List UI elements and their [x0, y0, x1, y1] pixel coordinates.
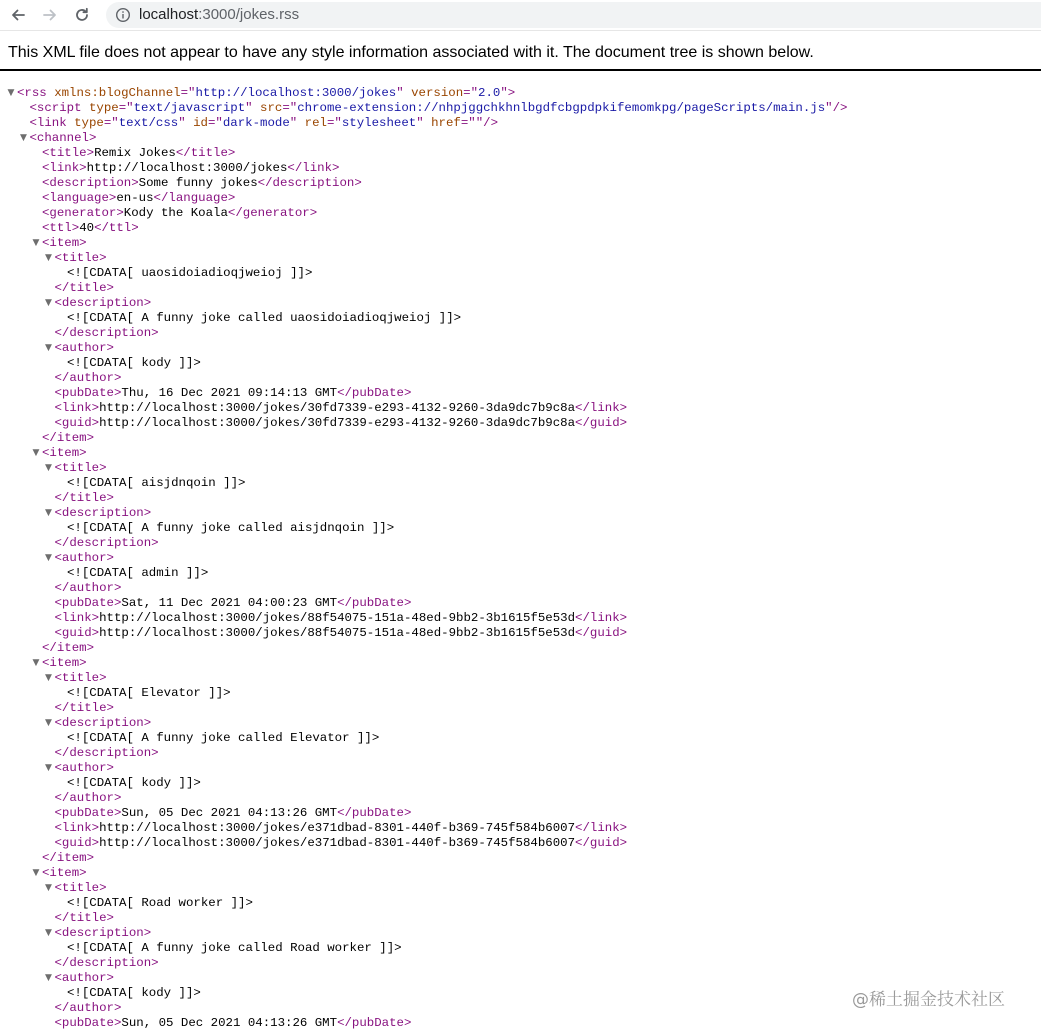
xml-node [42, 221, 139, 236]
xml-node [67, 776, 201, 791]
url-text[interactable] [139, 6, 299, 23]
xml-text: http://localhost:3000/jokes/30fd7339-e293-4132-9260-3da9dc7b9c8a [99, 416, 576, 430]
xml-text: Sat, 11 Dec 2021 04:00:23 GMT [121, 596, 338, 610]
collapse-triangle-icon[interactable]: ▼ [45, 883, 52, 893]
xml-line [0, 491, 1041, 506]
xml-text: Sun, 05 Dec 2021 04:13:26 GMT [121, 806, 338, 820]
collapse-triangle-icon[interactable]: ▼ [32, 238, 40, 248]
xml-text: <![CDATA[ Road worker ]]> [67, 896, 253, 910]
xml-tag: <link> [42, 161, 87, 175]
xml-text: 40 [79, 221, 95, 235]
xml-attr-name: xmlns:blogChannel [54, 86, 181, 100]
xml-node [55, 836, 628, 851]
xml-node [67, 986, 201, 1001]
xml-attr-name: href [431, 116, 461, 130]
xml-node [42, 161, 339, 176]
xml-tag: <item> [42, 236, 87, 250]
xml-node [42, 191, 235, 206]
xml-line [0, 686, 1041, 701]
xml-tag: <ttl> [42, 221, 80, 235]
xml-node [55, 581, 122, 596]
xml-line [0, 296, 1041, 311]
xml-tag: <link> [54, 611, 100, 625]
collapse-triangle-icon[interactable]: ▼ [45, 673, 52, 683]
xml-attr-name: type [89, 101, 119, 115]
xml-tag: =" [326, 116, 342, 130]
xml-node [55, 716, 152, 731]
xml-tag: =" [208, 116, 223, 130]
xml-line [0, 806, 1041, 821]
xml-text: <![CDATA[ kody ]]> [67, 356, 201, 370]
xml-node [42, 206, 317, 221]
xml-tag: <link> [54, 821, 100, 835]
xml-text: Some funny jokes [138, 176, 258, 190]
xml-tag: <title> [42, 146, 95, 160]
xml-tag: </guid> [575, 416, 628, 430]
xml-tag: <title> [54, 461, 107, 475]
xml-attr-value: text/javascript [133, 101, 246, 115]
xml-tag: "/> [825, 101, 848, 115]
xml-tag: <channel> [29, 131, 97, 145]
xml-tag: <title> [54, 251, 107, 265]
xml-tag: </item> [42, 851, 95, 865]
xml-node [42, 431, 94, 446]
xml-tag: </link> [575, 821, 628, 835]
xml-node [55, 791, 122, 806]
xml-text: <![CDATA[ kody ]]> [67, 986, 201, 1000]
xml-line [0, 881, 1041, 896]
xml-tag: </pubDate> [337, 1016, 412, 1030]
xml-text: <![CDATA[ aisjdnqoin ]]> [67, 476, 246, 490]
xml-node [67, 566, 208, 581]
xml-node [55, 881, 107, 896]
xml-node [55, 701, 115, 716]
xml-node [55, 296, 152, 311]
xml-line [0, 866, 1041, 881]
xml-tag: <script [29, 101, 89, 115]
xml-tag: <pubDate> [54, 806, 122, 820]
xml-tag: =" [282, 101, 298, 115]
xml-tag: <author> [54, 551, 114, 565]
xml-line [0, 791, 1041, 806]
xml-node [55, 551, 115, 566]
xml-tag: <pubDate> [54, 596, 122, 610]
xml-line [0, 506, 1041, 521]
xml-line [0, 401, 1041, 416]
xml-node [42, 641, 94, 656]
xml-line [0, 566, 1041, 581]
xml-tag: <author> [54, 971, 114, 985]
back-button[interactable] [6, 3, 30, 27]
xml-tag: </pubDate> [337, 386, 412, 400]
xml-attr-name: id [193, 116, 208, 130]
collapse-triangle-icon[interactable]: ▼ [32, 448, 40, 458]
xml-node [55, 626, 628, 641]
xml-line [0, 911, 1041, 926]
xml-node [30, 116, 499, 131]
xml-node [55, 611, 628, 626]
xml-line [0, 941, 1041, 956]
browser-toolbar [0, 0, 1041, 31]
xml-line [0, 446, 1041, 461]
xml-node [42, 236, 87, 251]
xml-tag: </description> [54, 956, 159, 970]
xml-node [55, 596, 412, 611]
xml-tag: </title> [54, 911, 114, 925]
xml-text: http://localhost:3000/jokes/88f54075-151a-48ed-9bb2-3b1615f5e53d [99, 626, 576, 640]
xml-tag: </item> [42, 641, 95, 655]
xml-tag: <pubDate> [54, 1016, 122, 1030]
xml-node [42, 176, 362, 191]
xml-tag: </author> [54, 1001, 122, 1015]
xml-tag: <description> [54, 296, 152, 310]
xml-line [0, 101, 1041, 116]
collapse-triangle-icon[interactable]: ▼ [45, 718, 52, 728]
watermark: @稀土掘金技术社区 [852, 990, 1005, 1010]
xml-tag: </title> [175, 146, 236, 160]
xml-node [42, 866, 87, 881]
xml-node [55, 401, 628, 416]
xml-node [55, 371, 122, 386]
xml-node [67, 731, 379, 746]
xml-line [0, 251, 1041, 266]
xml-tag: </author> [54, 371, 122, 385]
xml-tag: =" [118, 101, 134, 115]
xml-tag: </author> [54, 581, 122, 595]
xml-attr-value: 2.0 [478, 86, 501, 100]
xml-tag: <item> [42, 446, 87, 460]
collapse-triangle-icon[interactable]: ▼ [45, 973, 52, 983]
xml-node [55, 281, 115, 296]
xml-tag: </generator> [227, 206, 318, 220]
xml-node [42, 851, 94, 866]
xml-tag: </description> [257, 176, 362, 190]
xml-line [0, 281, 1041, 296]
xml-tag: <description> [54, 506, 152, 520]
notice-divider [0, 69, 1041, 71]
xml-tag: </pubDate> [337, 596, 412, 610]
xml-line [0, 191, 1041, 206]
xml-attr-name: rel [304, 116, 327, 130]
xml-node [17, 86, 515, 101]
xml-tag: " [416, 116, 432, 130]
xml-text: <![CDATA[ A funny joke called Road worker ]]> [67, 941, 402, 955]
xml-node [55, 911, 115, 926]
xml-line [0, 956, 1041, 971]
xml-node [55, 341, 115, 356]
xml-tag: <description> [54, 926, 152, 940]
xml-node [55, 461, 107, 476]
xml-tag: </title> [54, 701, 114, 715]
xml-attr-name: version [411, 86, 464, 100]
collapse-triangle-icon[interactable]: ▼ [45, 343, 52, 353]
xml-tag: </author> [54, 791, 122, 805]
xml-text: <![CDATA[ admin ]]> [67, 566, 209, 580]
xml-tag: <description> [54, 716, 152, 730]
xml-line [0, 851, 1041, 866]
xml-tag: <generator> [42, 206, 124, 220]
xml-tag: <title> [54, 671, 107, 685]
xml-node [67, 521, 394, 536]
xml-node [55, 251, 107, 266]
xml-tag: " [396, 86, 412, 100]
collapse-triangle-icon[interactable]: ▼ [45, 298, 52, 308]
xml-node [55, 1016, 412, 1031]
xml-text: <![CDATA[ A funny joke called Elevator ]]> [67, 731, 380, 745]
xml-tag: <rss [17, 86, 55, 100]
collapse-triangle-icon[interactable]: ▼ [7, 88, 15, 98]
collapse-triangle-icon[interactable]: ▼ [45, 763, 52, 773]
xml-line [0, 326, 1041, 341]
forward-arrow-icon [42, 7, 58, 23]
xml-attr-value: text/css [118, 116, 179, 130]
xml-node [55, 671, 107, 686]
reload-button[interactable] [70, 3, 94, 27]
xml-text: Remix Jokes [94, 146, 176, 160]
xml-text: http://localhost:3000/jokes/30fd7339-e293-4132-9260-3da9dc7b9c8a [99, 401, 576, 415]
xml-line [0, 461, 1041, 476]
xml-tag: " [178, 116, 194, 130]
collapse-triangle-icon[interactable]: ▼ [45, 928, 52, 938]
xml-tag: <link [29, 116, 75, 130]
xml-line [0, 761, 1041, 776]
xml-text: <![CDATA[ Elevator ]]> [67, 686, 231, 700]
xml-line [0, 266, 1041, 281]
xml-node [55, 386, 412, 401]
collapse-triangle-icon[interactable]: ▼ [45, 508, 52, 518]
xml-tag: <guid> [54, 416, 100, 430]
xml-attr-value: chrome-extension://nhpjggchkhnlbgdfcbgpdpkifemomkpg/pageScripts/main.js [297, 101, 826, 115]
xml-line [0, 116, 1041, 131]
xml-node [55, 956, 159, 971]
xml-node [55, 821, 628, 836]
xml-text: http://localhost:3000/jokes [86, 161, 288, 175]
xml-tag: </link> [287, 161, 340, 175]
xml-attr-value: http://localhost:3000/jokes [195, 86, 397, 100]
xml-tag: </guid> [575, 836, 628, 850]
collapse-triangle-icon[interactable]: ▼ [45, 463, 52, 473]
xml-tag: </pubDate> [337, 806, 412, 820]
xml-line [0, 746, 1041, 761]
xml-tag: </link> [575, 401, 628, 415]
xml-tag: </link> [575, 611, 628, 625]
xml-node [67, 476, 245, 491]
collapse-triangle-icon[interactable]: ▼ [45, 253, 52, 263]
xml-tag: </description> [54, 536, 159, 550]
xml-tag: </item> [42, 431, 95, 445]
xml-tag: </language> [153, 191, 236, 205]
forward-button[interactable] [38, 3, 62, 27]
xml-line [0, 551, 1041, 566]
xml-tag: </guid> [575, 626, 628, 640]
xml-text: <![CDATA[ A funny joke called uaosidoiadioqjweioj ]]> [67, 311, 462, 325]
xml-tag: <pubDate> [54, 386, 122, 400]
xml-tag: <item> [42, 656, 87, 670]
collapse-triangle-icon[interactable]: ▼ [32, 868, 40, 878]
xml-tag: <link> [54, 401, 100, 415]
xml-text: en-us [116, 191, 154, 205]
xml-tag: </ttl> [94, 221, 139, 235]
xml-line [0, 896, 1041, 911]
xml-node [55, 1001, 122, 1016]
xml-line [0, 656, 1041, 671]
url-path: :3000/jokes.rss [198, 6, 300, 23]
xml-tag: <title> [54, 881, 107, 895]
xml-tag: =" [180, 86, 196, 100]
xml-attr-name: type [74, 116, 104, 130]
xml-node [67, 266, 312, 281]
xml-node [55, 746, 159, 761]
xml-line [0, 701, 1041, 716]
xml-tag: <guid> [54, 626, 100, 640]
xml-node [67, 896, 253, 911]
xml-line [0, 926, 1041, 941]
info-icon[interactable] [115, 7, 131, 23]
xml-tag: " [289, 116, 305, 130]
xml-line [0, 596, 1041, 611]
xml-node [42, 656, 87, 671]
xml-tag: =" [103, 116, 119, 130]
xml-line [0, 671, 1041, 686]
xml-node [55, 926, 152, 941]
collapse-triangle-icon[interactable]: ▼ [20, 133, 27, 143]
xml-line [0, 581, 1041, 596]
xml-line [0, 1016, 1041, 1031]
xml-node [30, 101, 848, 116]
xml-line [0, 536, 1041, 551]
xml-text: <![CDATA[ kody ]]> [67, 776, 201, 790]
xml-line [0, 176, 1041, 191]
xml-attr-name: src [260, 101, 283, 115]
xml-node [67, 686, 231, 701]
xml-line [0, 431, 1041, 446]
xml-node [67, 941, 402, 956]
xml-node [55, 536, 159, 551]
xml-node [55, 326, 159, 341]
xml-line [0, 386, 1041, 401]
xml-attr-value: dark-mode [222, 116, 290, 130]
xml-line [0, 716, 1041, 731]
xml-text: Thu, 16 Dec 2021 09:14:13 GMT [121, 386, 338, 400]
xml-text: http://localhost:3000/jokes/e371dbad-8301-440f-b369-745f584b6007 [99, 821, 576, 835]
xml-tag: <author> [54, 761, 114, 775]
xml-node [55, 506, 152, 521]
xml-text: http://localhost:3000/jokes/88f54075-151a-48ed-9bb2-3b1615f5e53d [99, 611, 576, 625]
xml-line [0, 146, 1041, 161]
xml-tag: <guid> [54, 836, 100, 850]
xml-text: Sun, 05 Dec 2021 04:13:26 GMT [121, 1016, 338, 1030]
xml-line [0, 131, 1041, 146]
xml-line [0, 311, 1041, 326]
reload-icon [74, 7, 90, 23]
xml-node [55, 971, 115, 986]
xml-text: http://localhost:3000/jokes/e371dbad-8301-440f-b369-745f584b6007 [99, 836, 576, 850]
xml-tag: </description> [54, 746, 159, 760]
xml-node [67, 356, 201, 371]
xml-line [0, 221, 1041, 236]
xml-line [0, 731, 1041, 746]
xml-style-notice: This XML file does not appear to have any style information associated with it. The document tree is shown below. [8, 44, 814, 61]
xml-tag: </description> [54, 326, 159, 340]
xml-line [0, 776, 1041, 791]
xml-line [0, 86, 1041, 101]
xml-node [67, 311, 461, 326]
xml-node [55, 806, 412, 821]
xml-text: <![CDATA[ uaosidoiadioqjweioj ]]> [67, 266, 313, 280]
xml-tag: <item> [42, 866, 87, 880]
xml-line [0, 836, 1041, 851]
xml-line [0, 416, 1041, 431]
xml-line [0, 821, 1041, 836]
xml-line [0, 161, 1041, 176]
xml-tag: <author> [54, 341, 114, 355]
xml-line [0, 236, 1041, 251]
xml-node [55, 416, 628, 431]
xml-document-tree [0, 86, 1041, 1031]
xml-node [42, 146, 235, 161]
xml-line [0, 341, 1041, 356]
xml-tag: =" [463, 86, 479, 100]
address-bar[interactable] [106, 2, 1041, 28]
xml-node [42, 446, 87, 461]
xml-node [30, 131, 97, 146]
xml-tag: </title> [54, 491, 114, 505]
xml-tag: <description> [42, 176, 139, 190]
xml-line [0, 521, 1041, 536]
xml-tag: </title> [54, 281, 114, 295]
xml-attr-value: stylesheet [341, 116, 417, 130]
xml-tag: " [245, 101, 261, 115]
xml-line [0, 371, 1041, 386]
xml-line [0, 971, 1041, 986]
xml-text: <![CDATA[ A funny joke called aisjdnqoin ]]> [67, 521, 395, 535]
xml-line [0, 356, 1041, 371]
xml-text: Kody the Koala [123, 206, 228, 220]
xml-tag: "> [500, 86, 516, 100]
xml-line [0, 611, 1041, 626]
url-host: localhost [139, 6, 199, 23]
collapse-triangle-icon[interactable]: ▼ [45, 553, 52, 563]
xml-tag: <language> [42, 191, 117, 205]
xml-node [55, 491, 115, 506]
xml-line [0, 206, 1041, 221]
xml-line [0, 476, 1041, 491]
xml-tag: =""/> [460, 116, 499, 130]
xml-line [0, 626, 1041, 641]
back-arrow-icon [10, 7, 26, 23]
xml-node [55, 761, 115, 776]
collapse-triangle-icon[interactable]: ▼ [32, 658, 40, 668]
xml-line [0, 641, 1041, 656]
